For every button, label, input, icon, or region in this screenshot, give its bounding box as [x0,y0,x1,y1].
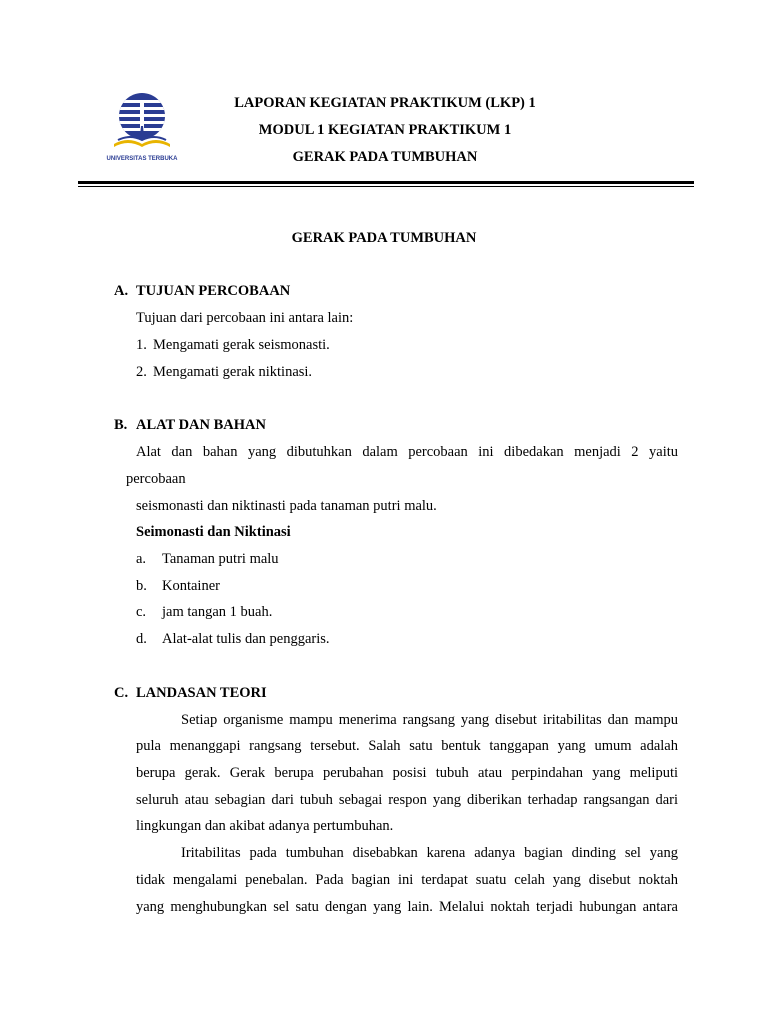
section-b-letter: B. [114,417,128,433]
section-a-letter: A. [114,283,129,299]
list-item-number: 2. [136,364,147,380]
paragraph-line: yang menghubungkan sel satu dengan yang lain. Melalui noktah terjadi hubungan antara [136,899,678,915]
section-a-intro: Tujuan dari percobaan ini antara lain: [136,310,354,326]
header-line-3: GERAK PADA TUMBUHAN [292,149,478,165]
paragraph-line: pula menanggapi rangsang tersebut. Salah satu bentuk tanggapan yang umum adalah [136,738,678,754]
document-title: GERAK PADA TUMBUHAN [291,230,477,246]
paragraph-line: seismonasti dan niktinasti pada tanaman putri malu. [136,498,437,514]
list-item-letter: d. [136,631,147,647]
section-b-title: ALAT DAN BAHAN [136,417,266,433]
list-item-letter: c. [136,604,147,620]
list-item: Mengamati gerak seismonasti. [153,337,330,353]
section-c-letter: C. [114,685,129,701]
list-item: Alat-alat tulis dan penggaris. [162,631,330,647]
section-c-title: LANDASAN TEORI [136,685,267,701]
list-item-letter: a. [136,551,147,567]
paragraph-line: tidak mengalami penebalan. Pada bagian ini terdapat suatu celah yang disebut noktah [136,872,678,888]
paragraph-line: Iritabilitas pada tumbuhan disebabkan karena adanya bagian dinding sel yang [181,845,678,861]
list-item-letter: b. [136,578,147,594]
paragraph-line: lingkungan dan akibat adanya pertumbuhan. [136,818,394,834]
header-line-2: MODUL 1 KEGIATAN PRAKTIKUM 1 [258,122,512,138]
university-logo-icon [104,90,180,166]
list-item: jam tangan 1 buah. [162,604,273,620]
section-b-subheading: Seimonasti dan Niktinasi [136,524,291,540]
paragraph-line: berupa gerak. Gerak berupa perubahan posisi tubuh atau perpindahan yang meliputi [136,765,678,781]
header-rule-thin [78,186,694,187]
header-line-1: LAPORAN KEGIATAN PRAKTIKUM (LKP) 1 [234,95,536,111]
paragraph-line: Setiap organisme mampu menerima rangsang yang disebut iritabilitas dan mampu [181,712,678,728]
list-item: Tanaman putri malu [162,551,279,567]
university-logo [104,90,180,166]
list-item: Kontainer [162,578,220,594]
list-item: Mengamati gerak niktinasi. [153,364,313,380]
paragraph-line: percobaan [126,471,186,487]
paragraph-line: Alat dan bahan yang dibutuhkan dalam percobaan ini dibedakan menjadi 2 yaitu [136,444,678,460]
logo-text: UNIVERSITAS TERBUKA [106,156,178,162]
list-item-number: 1. [136,337,147,353]
section-a-title: TUJUAN PERCOBAAN [136,283,291,299]
paragraph-line: seluruh atau sebagian dari tubuh sebagai respon yang diberikan terhadap rangsangan dari [136,792,678,808]
header-rule-thick [78,181,694,184]
